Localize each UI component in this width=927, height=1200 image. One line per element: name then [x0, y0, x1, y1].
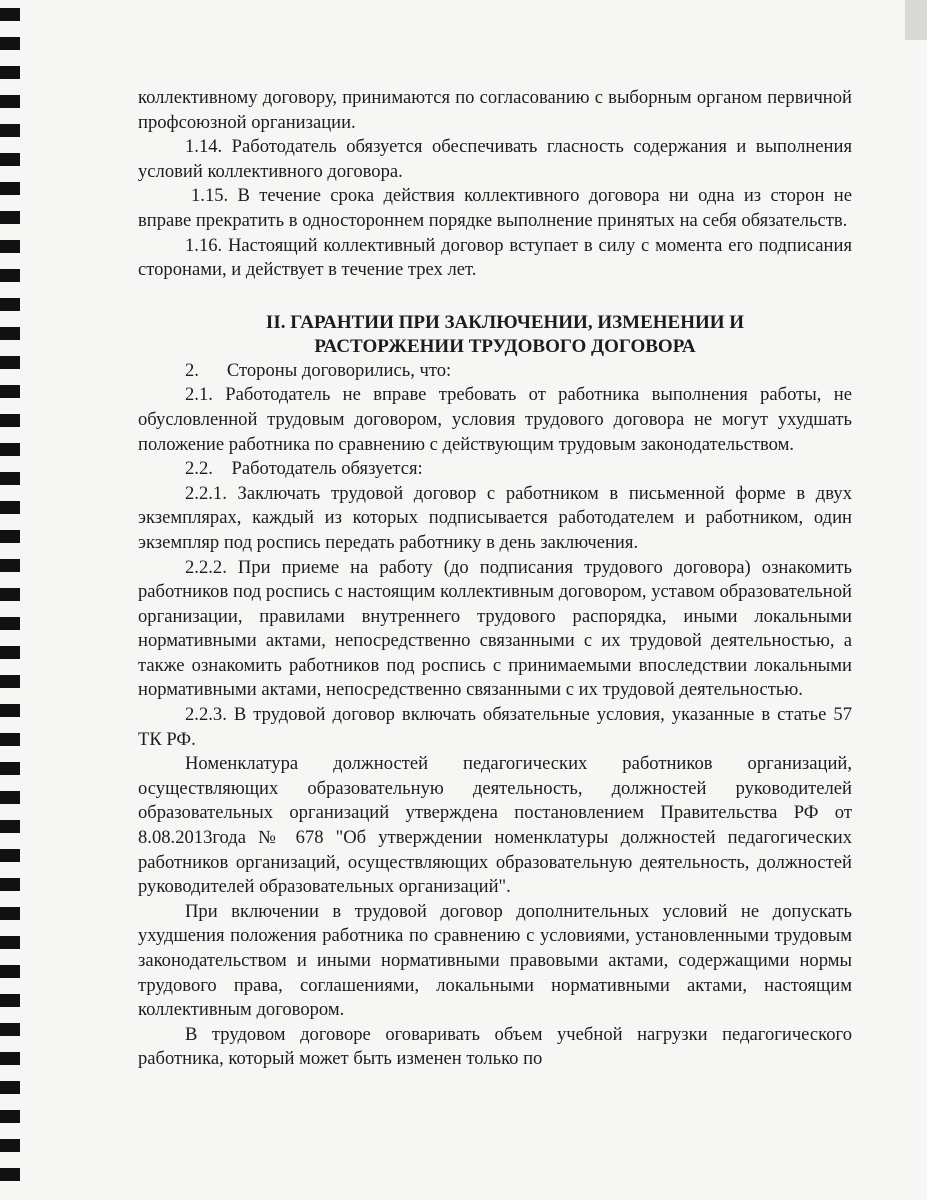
document-body [138, 86, 852, 1072]
binding-hole [0, 1052, 20, 1065]
paragraph-2: 2. Стороны договорились, что: [185, 359, 452, 381]
binding-hole [0, 472, 20, 485]
binding-hole [0, 385, 20, 398]
binding-hole [0, 356, 20, 369]
binding-hole [0, 878, 20, 891]
paragraph-1-15: 1.15. В течение срока действия коллективного договора ни одна из сторон не вправе прекратить в одностороннем порядке выполнение принятых на себя обязательств. [138, 185, 852, 231]
binding-hole [0, 559, 20, 572]
binding-hole [0, 95, 20, 108]
binding-holes [0, 0, 20, 1200]
binding-hole [0, 994, 20, 1007]
binding-hole [0, 66, 20, 79]
binding-hole [0, 1168, 20, 1181]
binding-hole [0, 1081, 20, 1094]
section-title-line-2: РАСТОРЖЕНИИ ТРУДОВОГО ДОГОВОРА [314, 335, 696, 357]
paragraph-teaching-load: В трудовом договоре оговаривать объем учебной нагрузки педагогического работника, который может быть изменен только по [138, 1023, 852, 1070]
paragraph-continuation: коллективному договору, принимаются по согласованию с выборным органом первичной профсоюзной организации. [138, 87, 852, 133]
paragraph-nomenclature: Номенклатура должностей педагогических работников организаций, осуществляющих образовательную деятельность, должностей руководителей образовательных организаций утверждена постановлением Правительства РФ от 8.08.2013года № 678 "Об утверждении номенклатуры должностей педагогических работников организаций, осуществляющих образовательную деятельность, должностей руководителей образовательных организаций". [138, 753, 852, 898]
binding-hole [0, 414, 20, 427]
binding-hole [0, 501, 20, 514]
binding-hole [0, 965, 20, 978]
binding-hole [0, 153, 20, 166]
binding-hole [0, 1023, 20, 1036]
binding-hole [0, 327, 20, 340]
binding-hole [0, 1110, 20, 1123]
binding-hole [0, 733, 20, 746]
binding-hole [0, 37, 20, 50]
binding-hole [0, 588, 20, 601]
binding-hole [0, 298, 20, 311]
binding-hole [0, 907, 20, 920]
binding-hole [0, 849, 20, 862]
page-corner-shadow [905, 0, 927, 40]
paragraph-2-2-2: 2.2.2. При приеме на работу (до подписания трудового договора) ознакомить работников под роспись с настоящим коллективным договором, уставом образовательной организации, правилами внутреннего трудового распорядка, иными локальными нормативными актами, непосредственно связанными с их трудовой деятельностью, а также ознакомить работников под роспись с принимаемыми впоследствии локальными нормативными актами, непосредственно связанными с их трудовой деятельностью. [138, 556, 852, 701]
paragraph-2-2-1: 2.2.1. Заключать трудовой договор с работником в письменной форме в двух экземплярах, каждый из которых подписывается работодателем и работником, один экземпляр под роспись передать работнику в день заключения. [138, 482, 852, 553]
binding-hole [0, 8, 20, 21]
paragraph-2-2-3: 2.2.3. В трудовой договор включать обязательные условия, указанные в статье 57 ТК РФ. [138, 704, 852, 750]
paragraph-2-2: 2.2. Работодатель обязуется: [185, 458, 423, 480]
binding-hole [0, 269, 20, 282]
section-title-line-1: II. ГАРАНТИИ ПРИ ЗАКЛЮЧЕНИИ, ИЗМЕНЕНИИ И [265, 311, 745, 333]
binding-hole [0, 646, 20, 659]
binding-hole [0, 240, 20, 253]
paragraph-2-1: 2.1. Работодатель не вправе требовать от работника выполнения работы, не обусловленной трудовым договором, условия трудового договора не могут ухудшать положение работника по сравнению с действующим трудовым законодательством. [138, 384, 852, 455]
binding-hole [0, 1139, 20, 1152]
binding-hole [0, 820, 20, 833]
binding-hole [0, 617, 20, 630]
binding-hole [0, 936, 20, 949]
paragraph-additional-conditions: При включении в трудовой договор дополнительных условий не допускать ухудшения положения работника по сравнению с условиями, установленными трудовым законодательством и иными нормативными правовыми актами, содержащими нормы трудового права, соглашениями, локальными нормативными актами, настоящим коллективным договором. [138, 900, 852, 1021]
paragraph-1-14: 1.14. Работодатель обязуется обеспечивать гласность содержания и выполнения условий коллективного договора. [138, 136, 852, 182]
binding-hole [0, 704, 20, 717]
paragraph-1-16: 1.16. Настоящий коллективный договор вступает в силу с момента его подписания сторонами, и действует в течение трех лет. [138, 234, 852, 281]
binding-hole [0, 124, 20, 137]
binding-hole [0, 675, 20, 688]
binding-hole [0, 530, 20, 543]
binding-hole [0, 443, 20, 456]
binding-hole [0, 182, 20, 195]
binding-hole [0, 791, 20, 804]
binding-hole [0, 762, 20, 775]
binding-hole [0, 211, 20, 224]
